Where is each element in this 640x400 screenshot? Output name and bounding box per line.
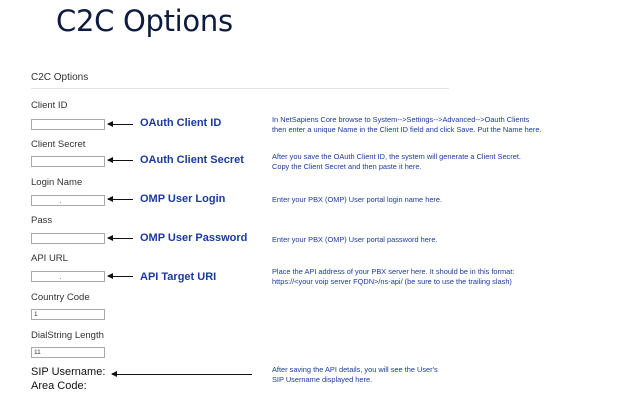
sip-description (272, 365, 438, 384)
client-secret-annotation: OAuth Client Secret (140, 154, 244, 166)
api-url-input[interactable] (31, 271, 105, 282)
login-name-input[interactable] (31, 195, 105, 206)
api-url-annotation: API Target URI (140, 271, 217, 283)
client-id-annotation: OAuth Client ID (140, 117, 222, 129)
input-caret (60, 202, 61, 203)
dialstring-length-input[interactable]: 11 (31, 347, 105, 358)
pass-input[interactable] (31, 233, 105, 244)
api-url-description (272, 267, 514, 286)
pass-annotation: OMP User Password (140, 232, 248, 244)
login-name-description (272, 195, 442, 205)
country-code-input[interactable]: 1 (31, 309, 105, 320)
login-name-annotation: OMP User Login (140, 193, 226, 205)
pass-arrow (108, 238, 133, 239)
login-name-description-line-1: Enter your PBX (OMP) User portal login name here. (272, 195, 443, 204)
login-name-label: Login Name (31, 177, 83, 188)
api-url-description-line-2: https://<your voip server FQDN>/ns-api/ (be sure to use the trailing slash) (272, 276, 512, 286)
page-title: C2C Options (56, 4, 233, 38)
sip-description-line-1: After saving the API details, you will see the User's (272, 365, 438, 374)
country-code-label: Country Code (31, 292, 90, 303)
client-secret-label: Client Secret (31, 139, 86, 150)
client-id-label: Client ID (31, 100, 68, 111)
dialstring-length-label: DialString Length (31, 330, 104, 341)
login-name-arrow (108, 199, 133, 200)
section-divider (31, 88, 449, 89)
client-secret-input[interactable] (31, 156, 105, 167)
client-secret-description (272, 152, 521, 171)
api-url-description-line-1: Place the API address of your PBX server here. It should be in this format: (272, 267, 515, 276)
pass-description-line-1: Enter your PBX (OMP) User portal password here. (272, 235, 438, 244)
client-secret-description-line-2: Copy the Client Secret and then paste it here. (272, 161, 422, 171)
input-caret (60, 278, 61, 279)
sip-username-label: SIP Username: (31, 366, 106, 378)
client-id-input[interactable] (31, 119, 105, 130)
client-id-description (272, 115, 542, 134)
client-id-description-line-2: then enter a unique Name in the Client ID field and click Save. Put the Name here. (272, 124, 542, 134)
api-url-arrow (108, 276, 133, 277)
client-id-arrow (108, 124, 133, 125)
sip-description-line-2: SIP Username displayed here. (272, 374, 373, 384)
section-title: C2C Options (31, 72, 89, 83)
client-secret-arrow (108, 160, 133, 161)
api-url-label: API URL (31, 253, 68, 264)
client-id-description-line-1: In NetSapiens Core browse to System-->Settings-->Advanced-->Oauth Clients (272, 115, 530, 124)
area-code-label: Area Code: (31, 380, 87, 392)
sip-username-arrow (112, 374, 252, 375)
client-secret-description-line-1: After you save the OAuth Client ID, the system will generate a Client Secret. (272, 152, 521, 161)
pass-description (272, 235, 438, 245)
pass-label: Pass (31, 215, 53, 226)
